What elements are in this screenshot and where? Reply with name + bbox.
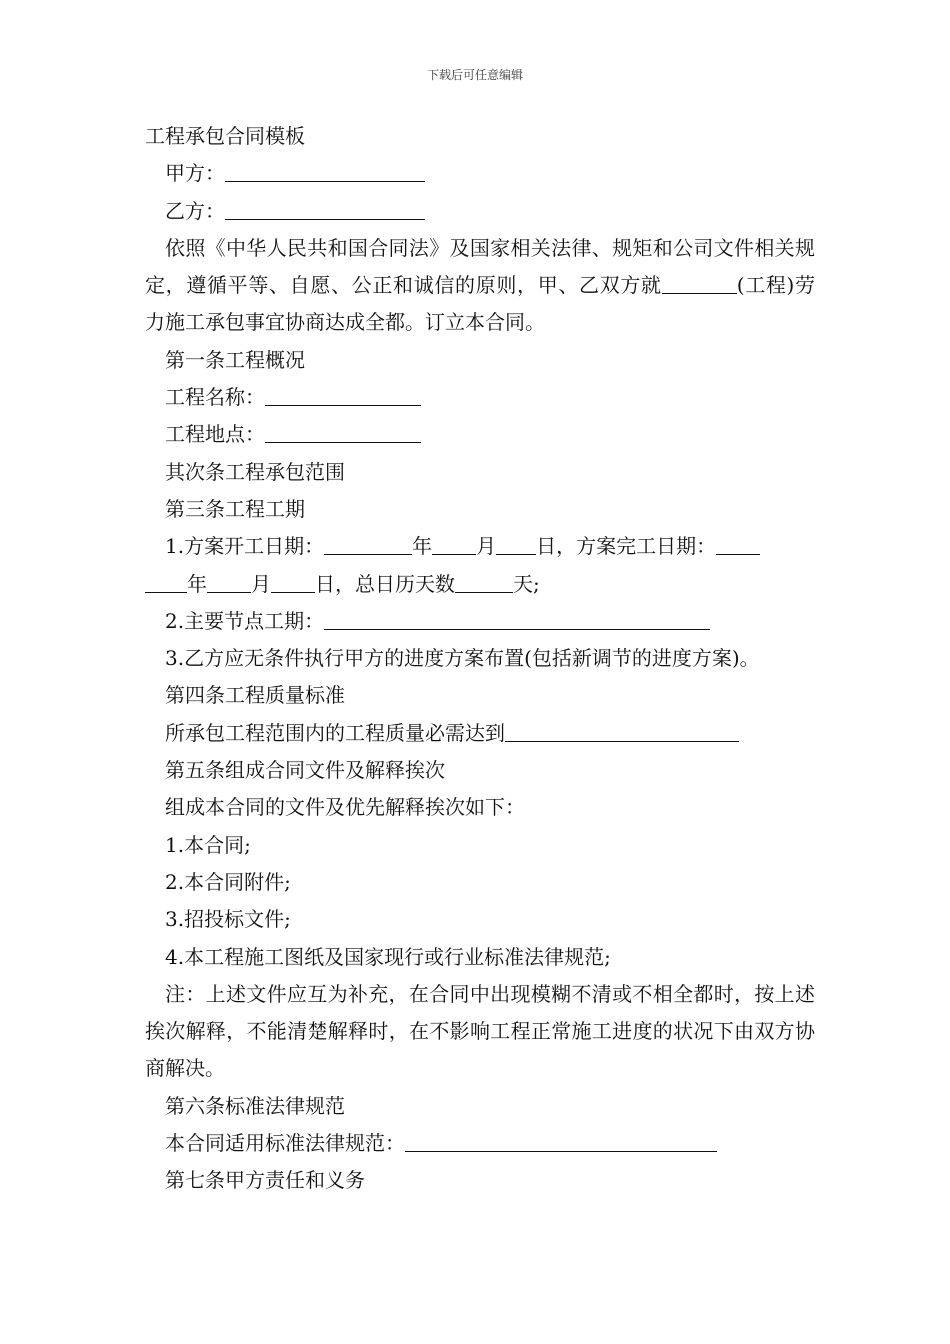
header-note: 下载后可任意编辑 — [426, 68, 523, 82]
end-day-blank[interactable] — [271, 572, 315, 593]
project-name-field[interactable] — [265, 385, 421, 406]
start-day-blank[interactable] — [496, 534, 536, 555]
year-unit: 年 — [412, 534, 433, 559]
month-unit: 月 — [251, 571, 271, 596]
document-title: 工程承包合同模板 — [145, 124, 305, 148]
party-a-label: 甲方： — [165, 161, 225, 186]
article6-heading: 第六条标准法律规范 — [165, 1093, 345, 1118]
start-year-blank[interactable] — [324, 534, 412, 555]
days-unit: 天; — [513, 571, 540, 596]
party-b-line — [145, 193, 815, 230]
project-location-label: 工程地点： — [165, 422, 265, 447]
total-days-blank[interactable] — [455, 572, 513, 593]
start-month-blank[interactable] — [432, 534, 476, 555]
month-unit: 月 — [476, 534, 497, 559]
article5-heading: 第五条组成合同文件及解释挨次 — [165, 758, 445, 783]
article1-heading: 第一条工程概况 — [165, 347, 305, 372]
article2-heading: 其次条工程承包范围 — [165, 459, 345, 484]
planned-dates-line-1 — [145, 528, 815, 565]
planned-start-label: 1.方案开工日期： — [165, 534, 325, 559]
list-item: 3.招投标文件; — [165, 907, 291, 932]
project-name-line — [145, 379, 815, 416]
article7-heading: 第七条甲方责任和义务 — [165, 1168, 365, 1193]
quality-standard-text: 所承包工程范围内的工程质量必需达到 — [165, 720, 505, 745]
party-a-line — [145, 155, 815, 192]
schedule-item-3: 3.乙方应无条件执行甲方的进度方案布置(包括新调节的进度方案)。 — [165, 646, 760, 671]
milestone-line — [145, 603, 815, 640]
applicable-standards-line — [145, 1125, 815, 1162]
article3-heading: 第三条工程工期 — [165, 496, 305, 521]
document-order-intro: 组成本合同的文件及优先解释挨次如下： — [165, 795, 525, 820]
quality-standard-line — [145, 715, 815, 752]
milestone-blank[interactable] — [324, 609, 710, 630]
applicable-standards-blank[interactable] — [405, 1131, 717, 1152]
project-name-blank[interactable] — [662, 273, 737, 294]
note-paragraph: 注：上述文件应互为补充，在合同中出现模糊不清或不相全都时，按上述挨次解释，不能清楚解释时，在不影响工程正常施工进度的状况下由双方协商解决。 — [145, 981, 815, 1081]
milestone-label: 2.主要节点工期： — [165, 608, 325, 633]
intro-text-part2: (工程)劳力施工承包事宜协商达成全都。订立本合同。 — [145, 273, 815, 335]
project-name-label: 工程名称： — [165, 385, 265, 410]
contract-document — [145, 118, 815, 1200]
end-year-blank-part2[interactable] — [145, 572, 187, 593]
party-a-blank[interactable] — [225, 161, 425, 182]
end-year-blank-part1[interactable] — [716, 534, 760, 555]
year-unit: 年 — [187, 571, 207, 596]
total-days-label: 日，总日历天数 — [315, 571, 455, 596]
planned-dates-line-2 — [145, 566, 815, 603]
intro-paragraph — [145, 230, 815, 342]
planned-end-label: 日，方案完工日期： — [536, 534, 717, 559]
intro-text-part1: 依照《中华人民共和国合同法》及国家相关法律、规矩和公司文件相关规定，遵循平等、自愿、公正和诚信的原则，甲、乙双方就 — [145, 235, 815, 298]
party-b-blank[interactable] — [225, 199, 425, 220]
project-location-field[interactable] — [265, 422, 421, 443]
list-item: 4.本工程施工图纸及国家现行或行业标准法律规范; — [165, 944, 611, 969]
applicable-standards-text: 本合同适用标准法律规范： — [165, 1131, 405, 1156]
party-b-label: 乙方： — [165, 198, 225, 223]
list-item: 2.本合同附件; — [165, 869, 291, 894]
list-item: 1.本合同; — [165, 832, 251, 857]
article4-heading: 第四条工程质量标准 — [165, 683, 345, 708]
project-location-line — [145, 416, 815, 453]
end-month-blank[interactable] — [207, 572, 251, 593]
quality-standard-blank[interactable] — [505, 721, 739, 742]
